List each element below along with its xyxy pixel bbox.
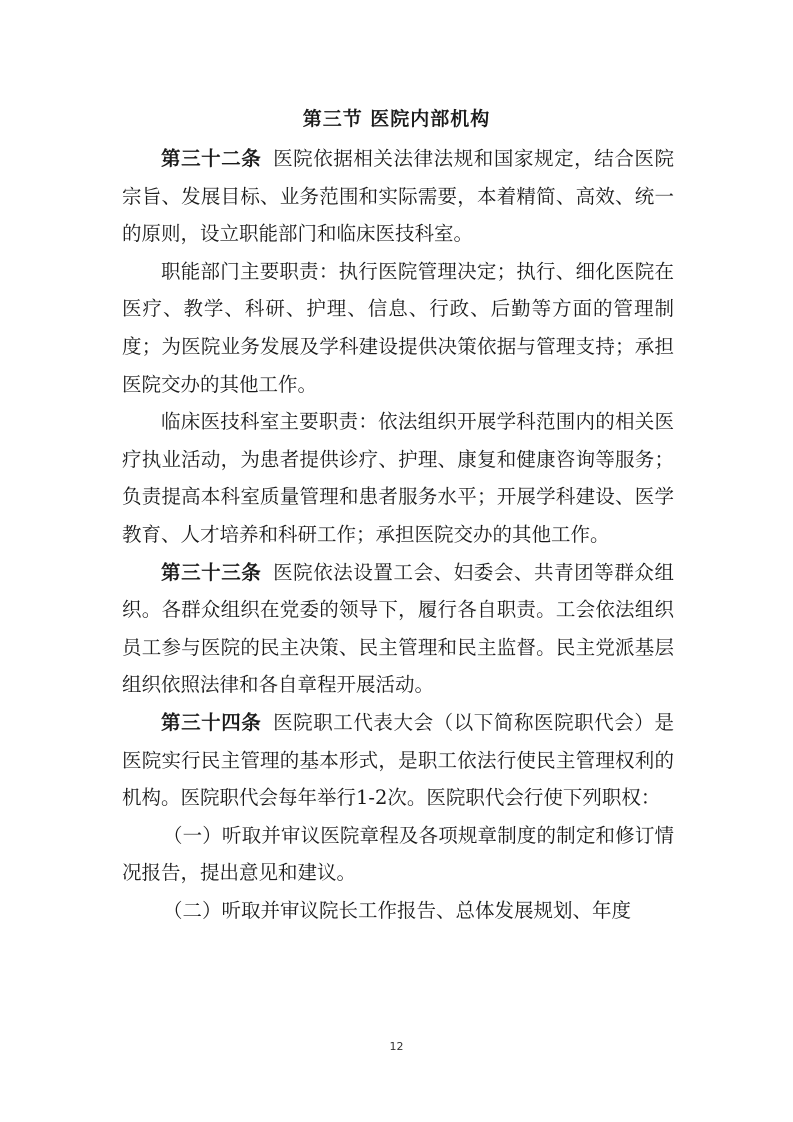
paragraph-text: （二）听取并审议院长工作报告、总体发展规划、年度 [162, 898, 631, 922]
paragraph-text: 临床医技科室主要职责：依法组织开展学科范围内的相关医疗执业活动，为患者提供诊疗、护理、康复和健康咨询等服务；负责提高本科室质量管理和患者服务水平；开展学科建设、医学教育、人才培养和科研工作；承担医院交办的其他工作。 [122, 410, 674, 546]
section-title: 第三节 医院内部机构 [302, 108, 491, 130]
page-number: 12 [389, 1040, 404, 1053]
paragraph-text: 职能部门主要职责：执行医院管理决定；执行、细化医院在医疗、教学、科研、护理、信息、行政、后勤等方面的管理制度；为医院业务发展及学科建设提供决策依据与管理支持；承担医院交办的其他工作。 [122, 259, 674, 396]
article-number: 第三十四条 [161, 710, 262, 734]
paragraph-article-32 [122, 140, 674, 253]
paragraph-clinical-departments [122, 403, 674, 553]
paragraph-text: （一）听取并审议医院章程及各项规章制度的制定和修订情况报告，提出意见和建议。 [122, 823, 674, 885]
paragraph-functional-departments [122, 253, 674, 403]
article-number: 第三十二条 [161, 147, 262, 170]
list-item-1 [122, 817, 674, 892]
document-body [122, 140, 674, 929]
paragraph-text: 医院职工代表大会（以下简称医院职代会）是医院实行民主管理的基本形式，是职工依法行使民主管理权利的机构。医院职代会每年举行1-2次。医院职代会行使下列职权： [122, 710, 674, 810]
article-number: 第三十三条 [161, 560, 262, 584]
paragraph-text: 医院依据相关法律法规和国家规定，结合医院宗旨、发展目标、业务范围和实际需要，本着精简、高效、统一的原则，设立职能部门和临床医技科室。 [122, 147, 674, 246]
paragraph-article-33 [122, 554, 674, 704]
paragraph-text: 医院依法设置工会、妇委会、共青团等群众组织。各群众组织在党委的领导下，履行各自职责。工会依法组织员工参与医院的民主决策、民主管理和民主监督。民主党派基层组织依照法律和各自章程开展活动。 [122, 560, 674, 697]
paragraph-article-34 [122, 704, 674, 817]
list-item-2 [122, 892, 674, 930]
